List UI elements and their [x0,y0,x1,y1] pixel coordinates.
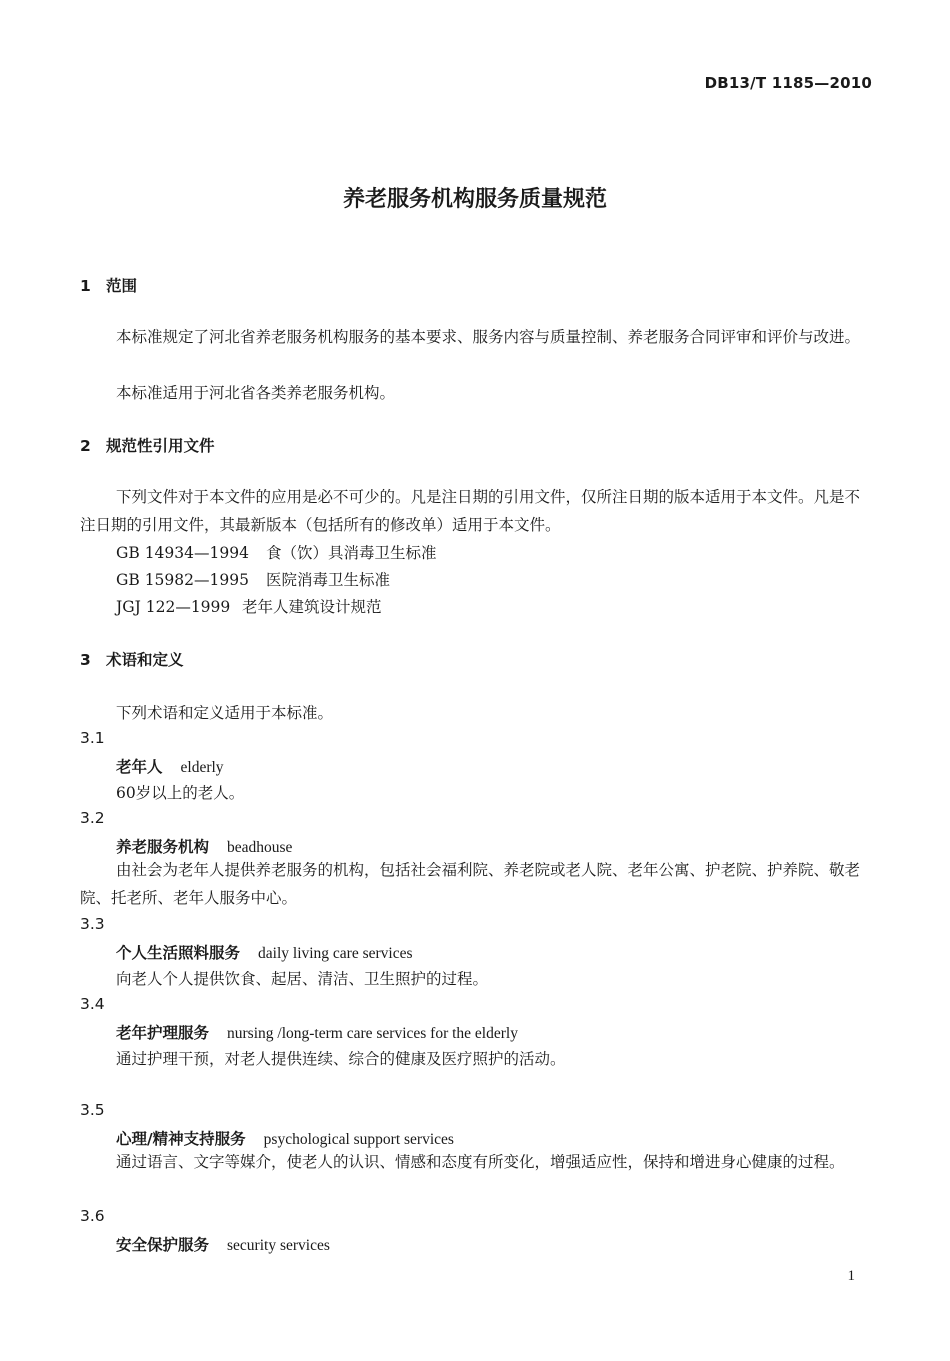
reference-code: GB 15982—1995 [116,571,249,589]
reference-name: 医院消毒卫生标准 [266,571,391,589]
term-chinese: 心理/精神支持服务 [116,1130,246,1148]
standard-number: DB13/T 1185—2010 [704,74,872,92]
term-chinese: 老年人 [116,758,163,776]
term-english: psychological support services [263,1131,454,1148]
clause-number: 3.1 [80,729,105,747]
clause-number: 3.6 [80,1207,105,1225]
section-3-heading [80,648,184,670]
section-number: 1 [80,277,91,295]
term-definition: 通过语言、文字等媒介，使老人的认识、情感和态度有所变化，增强适应性，保持和增进身心健康的过程。 [116,1153,845,1171]
section-1-paragraph-1: 本标准规定了河北省养老服务机构服务的基本要求、服务内容与质量控制、养老服务合同评审和评价与改进。 [116,328,861,346]
section-title: 规范性引用文件 [106,437,215,455]
reference-code: JGJ 122—1999 [116,598,231,616]
term-heading [116,755,224,777]
reference-item [116,541,437,563]
term-chinese: 个人生活照料服务 [116,944,241,962]
term-definition: 60岁以上的老人。 [116,784,245,802]
term-chinese: 老年护理服务 [116,1024,210,1042]
page-number: 1 [847,1268,855,1284]
clause-number: 3.2 [80,809,105,827]
reference-name: 老年人建筑设计规范 [242,598,382,616]
document-title: 养老服务机构服务质量规范 [342,187,607,212]
term-english: elderly [180,759,224,776]
section-1-paragraph-2: 本标准适用于河北省各类养老服务机构。 [116,384,396,402]
reference-code: GB 14934—1994 [116,544,249,562]
term-heading [116,1127,454,1149]
term-chinese: 养老服务机构 [116,838,210,856]
term-heading [116,941,413,963]
term-definition: 由社会为老年人提供养老服务的机构，包括社会福利院、养老院或老人院、老年公寓、护老院、护养院、敬老院、托老所、老年人服务中心。 [80,861,861,907]
section-title: 术语和定义 [106,651,184,669]
section-2-paragraph-1: 下列文件对于本文件的应用是必不可少的。凡是注日期的引用文件，仅所注日期的版本适用于本文件。凡是不注日期的引用文件，其最新版本（包括所有的修改单）适用于本文件。 [80,488,861,534]
term-heading [116,1021,518,1043]
clause-number: 3.3 [80,915,105,933]
term-heading [116,835,292,857]
term-english: security services [227,1237,330,1254]
term-definition: 通过护理干预，对老人提供连续、综合的健康及医疗照护的活动。 [116,1050,566,1068]
term-chinese: 安全保护服务 [116,1236,210,1254]
section-number: 2 [80,437,91,455]
term-english: beadhouse [227,839,293,856]
section-title: 范围 [106,277,138,295]
reference-name: 食（饮）具消毒卫生标准 [266,544,437,562]
section-number: 3 [80,651,91,669]
section-1-heading [80,274,137,296]
term-definition: 向老人个人提供饮食、起居、清洁、卫生照护的过程。 [116,970,489,988]
term-heading [116,1233,330,1255]
section-3-paragraph-1: 下列术语和定义适用于本标准。 [116,704,334,722]
clause-number: 3.5 [80,1101,105,1119]
term-english: daily living care services [258,945,413,962]
clause-number: 3.4 [80,995,105,1013]
reference-item [116,595,382,617]
reference-item [116,568,390,590]
section-2-heading [80,434,215,456]
term-english: nursing /long-term care services for the elderly [227,1025,518,1042]
